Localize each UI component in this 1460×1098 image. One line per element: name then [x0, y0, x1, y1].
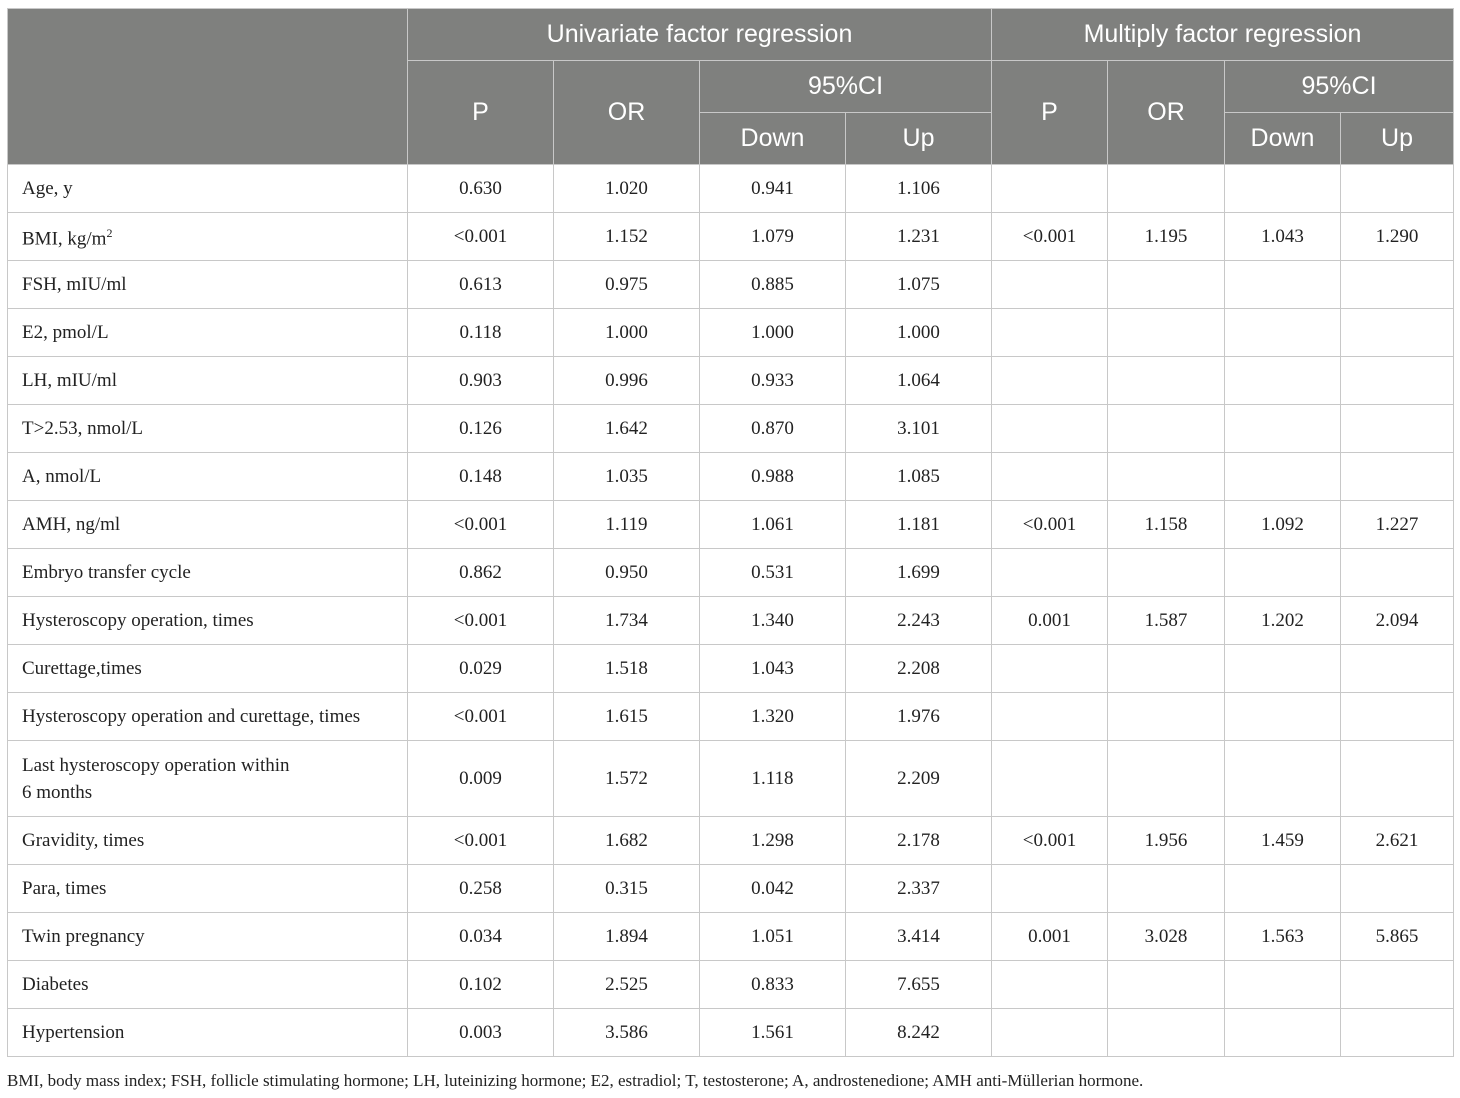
table-row	[8, 741, 1454, 817]
row-label-text: T>2.53, nmol/L	[22, 418, 144, 439]
cell-u-or: 1.734	[554, 597, 700, 645]
cell-u-or: 0.950	[554, 549, 700, 597]
cell-m-or	[1108, 165, 1225, 213]
row-label	[8, 913, 408, 961]
cell-m-or	[1108, 693, 1225, 741]
cell-m-or	[1108, 865, 1225, 913]
row-label	[8, 1009, 408, 1057]
table-row	[8, 597, 1454, 645]
cell-m-or: 1.587	[1108, 597, 1225, 645]
cell-u-up: 1.106	[846, 165, 992, 213]
cell-m-down: 1.043	[1225, 213, 1341, 261]
cell-u-or: 1.152	[554, 213, 700, 261]
cell-u-p: 0.003	[408, 1009, 554, 1057]
cell-u-down: 0.933	[700, 357, 846, 405]
row-label-text: Hypertension	[22, 1022, 125, 1043]
header-multiple: Multiply factor regression	[992, 9, 1454, 61]
regression-table	[7, 8, 1454, 1057]
cell-m-up: 1.227	[1341, 501, 1454, 549]
cell-u-p: 0.118	[408, 309, 554, 357]
row-label-text: LH, mIU/ml	[22, 370, 117, 391]
cell-u-or: 0.975	[554, 261, 700, 309]
cell-u-down: 1.043	[700, 645, 846, 693]
cell-m-down	[1225, 165, 1341, 213]
cell-u-p: 0.009	[408, 741, 554, 817]
cell-u-p: <0.001	[408, 693, 554, 741]
cell-u-down: 0.042	[700, 865, 846, 913]
cell-u-up: 2.337	[846, 865, 992, 913]
header-m-ci: 95%CI	[1225, 61, 1454, 113]
row-label	[8, 357, 408, 405]
cell-u-p: 0.126	[408, 405, 554, 453]
header-m-down: Down	[1225, 113, 1341, 165]
cell-u-down: 0.885	[700, 261, 846, 309]
cell-u-up: 8.242	[846, 1009, 992, 1057]
cell-m-up: 5.865	[1341, 913, 1454, 961]
cell-u-p: 0.862	[408, 549, 554, 597]
row-label-text: E2, pmol/L	[22, 322, 109, 343]
cell-m-up: 2.094	[1341, 597, 1454, 645]
cell-m-down	[1225, 309, 1341, 357]
cell-u-or: 0.996	[554, 357, 700, 405]
cell-m-up	[1341, 453, 1454, 501]
cell-m-up	[1341, 309, 1454, 357]
cell-u-up: 2.243	[846, 597, 992, 645]
cell-m-down	[1225, 645, 1341, 693]
cell-u-or: 1.035	[554, 453, 700, 501]
table-row	[8, 165, 1454, 213]
table-row	[8, 817, 1454, 865]
cell-u-or: 1.642	[554, 405, 700, 453]
row-label	[8, 501, 408, 549]
cell-u-down: 1.118	[700, 741, 846, 817]
table-row	[8, 645, 1454, 693]
table-body	[8, 165, 1454, 1057]
cell-m-or	[1108, 645, 1225, 693]
cell-u-or: 0.315	[554, 865, 700, 913]
cell-m-up	[1341, 1009, 1454, 1057]
cell-m-up: 1.290	[1341, 213, 1454, 261]
cell-m-up	[1341, 405, 1454, 453]
cell-u-down: 1.298	[700, 817, 846, 865]
row-label-text: Gravidity, times	[22, 830, 145, 851]
cell-m-p	[992, 549, 1108, 597]
table-row	[8, 453, 1454, 501]
cell-m-p	[992, 865, 1108, 913]
cell-m-or: 1.956	[1108, 817, 1225, 865]
cell-m-or	[1108, 741, 1225, 817]
cell-m-p	[992, 405, 1108, 453]
cell-m-p	[992, 645, 1108, 693]
cell-m-or	[1108, 549, 1225, 597]
cell-u-or: 1.615	[554, 693, 700, 741]
row-label	[8, 405, 408, 453]
cell-u-up: 1.000	[846, 309, 992, 357]
cell-u-up: 1.976	[846, 693, 992, 741]
cell-u-up: 2.208	[846, 645, 992, 693]
cell-u-or: 1.020	[554, 165, 700, 213]
row-label-superscript: 2	[106, 226, 113, 241]
cell-m-down	[1225, 549, 1341, 597]
row-label-text: A, nmol/L	[22, 466, 102, 487]
table-row	[8, 913, 1454, 961]
cell-m-p: 0.001	[992, 597, 1108, 645]
cell-u-p: 0.034	[408, 913, 554, 961]
cell-m-down	[1225, 961, 1341, 1009]
cell-u-down: 0.988	[700, 453, 846, 501]
row-label	[8, 693, 408, 741]
header-m-or: OR	[1108, 61, 1225, 165]
cell-m-down	[1225, 865, 1341, 913]
cell-m-or	[1108, 405, 1225, 453]
cell-m-p: <0.001	[992, 213, 1108, 261]
cell-m-up	[1341, 165, 1454, 213]
table-row	[8, 549, 1454, 597]
row-label-text: Diabetes	[22, 974, 89, 995]
cell-m-or	[1108, 453, 1225, 501]
cell-u-p: <0.001	[408, 213, 554, 261]
cell-u-or: 1.000	[554, 309, 700, 357]
cell-u-p: 0.903	[408, 357, 554, 405]
table-row	[8, 693, 1454, 741]
cell-m-up	[1341, 357, 1454, 405]
cell-u-up: 1.699	[846, 549, 992, 597]
cell-u-or: 1.119	[554, 501, 700, 549]
row-label-text: Hysteroscopy operation and curettage, times	[22, 706, 361, 727]
cell-m-up	[1341, 961, 1454, 1009]
cell-u-up: 3.414	[846, 913, 992, 961]
cell-u-up: 1.231	[846, 213, 992, 261]
cell-u-down: 0.941	[700, 165, 846, 213]
cell-m-up	[1341, 645, 1454, 693]
cell-m-p	[992, 357, 1108, 405]
cell-u-or: 1.572	[554, 741, 700, 817]
row-label	[8, 817, 408, 865]
cell-u-up: 1.085	[846, 453, 992, 501]
cell-m-down	[1225, 693, 1341, 741]
table-header	[8, 9, 1454, 165]
table-row	[8, 357, 1454, 405]
table-row	[8, 1009, 1454, 1057]
row-label	[8, 645, 408, 693]
header-blank	[8, 9, 408, 165]
cell-u-p: <0.001	[408, 817, 554, 865]
cell-u-p: <0.001	[408, 597, 554, 645]
cell-m-down: 1.563	[1225, 913, 1341, 961]
header-univariate: Univariate factor regression	[408, 9, 992, 61]
cell-m-or	[1108, 357, 1225, 405]
cell-u-or: 1.894	[554, 913, 700, 961]
cell-m-p	[992, 309, 1108, 357]
header-u-up: Up	[846, 113, 992, 165]
table-row	[8, 213, 1454, 261]
cell-m-down: 1.459	[1225, 817, 1341, 865]
row-label-text: Curettage,times	[22, 658, 142, 679]
cell-m-p	[992, 961, 1108, 1009]
cell-m-p	[992, 1009, 1108, 1057]
row-label-text: Twin pregnancy	[22, 926, 145, 947]
cell-u-or: 3.586	[554, 1009, 700, 1057]
header-u-p: P	[408, 61, 554, 165]
row-label-text: Hysteroscopy operation, times	[22, 610, 254, 631]
cell-m-up	[1341, 693, 1454, 741]
row-label-text: AMH, ng/ml	[22, 514, 121, 535]
table-row	[8, 501, 1454, 549]
row-label-text: Para, times	[22, 878, 107, 899]
cell-m-or	[1108, 309, 1225, 357]
cell-m-p	[992, 261, 1108, 309]
row-label-text: FSH, mIU/ml	[22, 274, 127, 295]
cell-u-or: 1.682	[554, 817, 700, 865]
cell-m-or	[1108, 1009, 1225, 1057]
cell-m-down	[1225, 1009, 1341, 1057]
cell-m-down	[1225, 453, 1341, 501]
cell-u-or: 2.525	[554, 961, 700, 1009]
cell-u-down: 1.000	[700, 309, 846, 357]
cell-m-or: 3.028	[1108, 913, 1225, 961]
row-label	[8, 741, 408, 817]
cell-m-p: 0.001	[992, 913, 1108, 961]
cell-u-up: 7.655	[846, 961, 992, 1009]
cell-m-or: 1.158	[1108, 501, 1225, 549]
row-label	[8, 309, 408, 357]
header-u-or: OR	[554, 61, 700, 165]
cell-u-up: 2.178	[846, 817, 992, 865]
cell-u-down: 0.531	[700, 549, 846, 597]
cell-m-down	[1225, 741, 1341, 817]
row-label	[8, 597, 408, 645]
cell-m-down	[1225, 261, 1341, 309]
row-label-text: Last hysteroscopy operation within	[22, 754, 290, 776]
cell-u-p: 0.102	[408, 961, 554, 1009]
cell-u-down: 1.061	[700, 501, 846, 549]
cell-m-or: 1.195	[1108, 213, 1225, 261]
row-label-text-line2: 6 months	[22, 781, 93, 803]
table-row	[8, 309, 1454, 357]
cell-u-p: 0.630	[408, 165, 554, 213]
cell-m-p: <0.001	[992, 501, 1108, 549]
cell-u-p: 0.258	[408, 865, 554, 913]
cell-m-or	[1108, 261, 1225, 309]
cell-m-p	[992, 453, 1108, 501]
row-label-text: Embryo transfer cycle	[22, 562, 191, 583]
cell-u-or: 1.518	[554, 645, 700, 693]
row-label	[8, 549, 408, 597]
cell-m-up: 2.621	[1341, 817, 1454, 865]
cell-u-p: 0.029	[408, 645, 554, 693]
cell-u-p: <0.001	[408, 501, 554, 549]
table-row	[8, 261, 1454, 309]
cell-m-down	[1225, 405, 1341, 453]
table-row	[8, 405, 1454, 453]
cell-u-up: 2.209	[846, 741, 992, 817]
cell-u-down: 1.079	[700, 213, 846, 261]
row-label	[8, 165, 408, 213]
cell-u-p: 0.613	[408, 261, 554, 309]
cell-m-p	[992, 741, 1108, 817]
row-label-text: BMI, kg/m	[22, 228, 107, 250]
cell-u-down: 1.320	[700, 693, 846, 741]
row-label	[8, 865, 408, 913]
cell-m-p: <0.001	[992, 817, 1108, 865]
cell-u-down: 1.051	[700, 913, 846, 961]
row-label	[8, 261, 408, 309]
header-m-p: P	[992, 61, 1108, 165]
cell-m-down: 1.202	[1225, 597, 1341, 645]
cell-m-down	[1225, 357, 1341, 405]
cell-m-p	[992, 693, 1108, 741]
cell-u-down: 1.561	[700, 1009, 846, 1057]
cell-m-or	[1108, 961, 1225, 1009]
cell-u-up: 1.181	[846, 501, 992, 549]
row-label	[8, 961, 408, 1009]
cell-m-p	[992, 165, 1108, 213]
cell-m-up	[1341, 865, 1454, 913]
cell-m-up	[1341, 549, 1454, 597]
row-label	[8, 213, 408, 261]
table-row	[8, 865, 1454, 913]
row-label-text: Age, y	[22, 178, 73, 199]
cell-m-up	[1341, 741, 1454, 817]
header-u-ci: 95%CI	[700, 61, 992, 113]
cell-u-down: 0.833	[700, 961, 846, 1009]
table-row	[8, 961, 1454, 1009]
table-footnote: BMI, body mass index; FSH, follicle stimulating hormone; LH, luteinizing hormone; E2, estradiol; T, testosterone; A, androstenedione; AMH anti-Müllerian hormone.	[7, 1071, 1144, 1090]
cell-u-up: 1.075	[846, 261, 992, 309]
header-m-up: Up	[1341, 113, 1454, 165]
cell-u-up: 3.101	[846, 405, 992, 453]
row-label	[8, 453, 408, 501]
cell-m-up	[1341, 261, 1454, 309]
cell-m-down: 1.092	[1225, 501, 1341, 549]
cell-u-down: 0.870	[700, 405, 846, 453]
cell-u-up: 1.064	[846, 357, 992, 405]
cell-u-p: 0.148	[408, 453, 554, 501]
header-u-down: Down	[700, 113, 846, 165]
cell-u-down: 1.340	[700, 597, 846, 645]
